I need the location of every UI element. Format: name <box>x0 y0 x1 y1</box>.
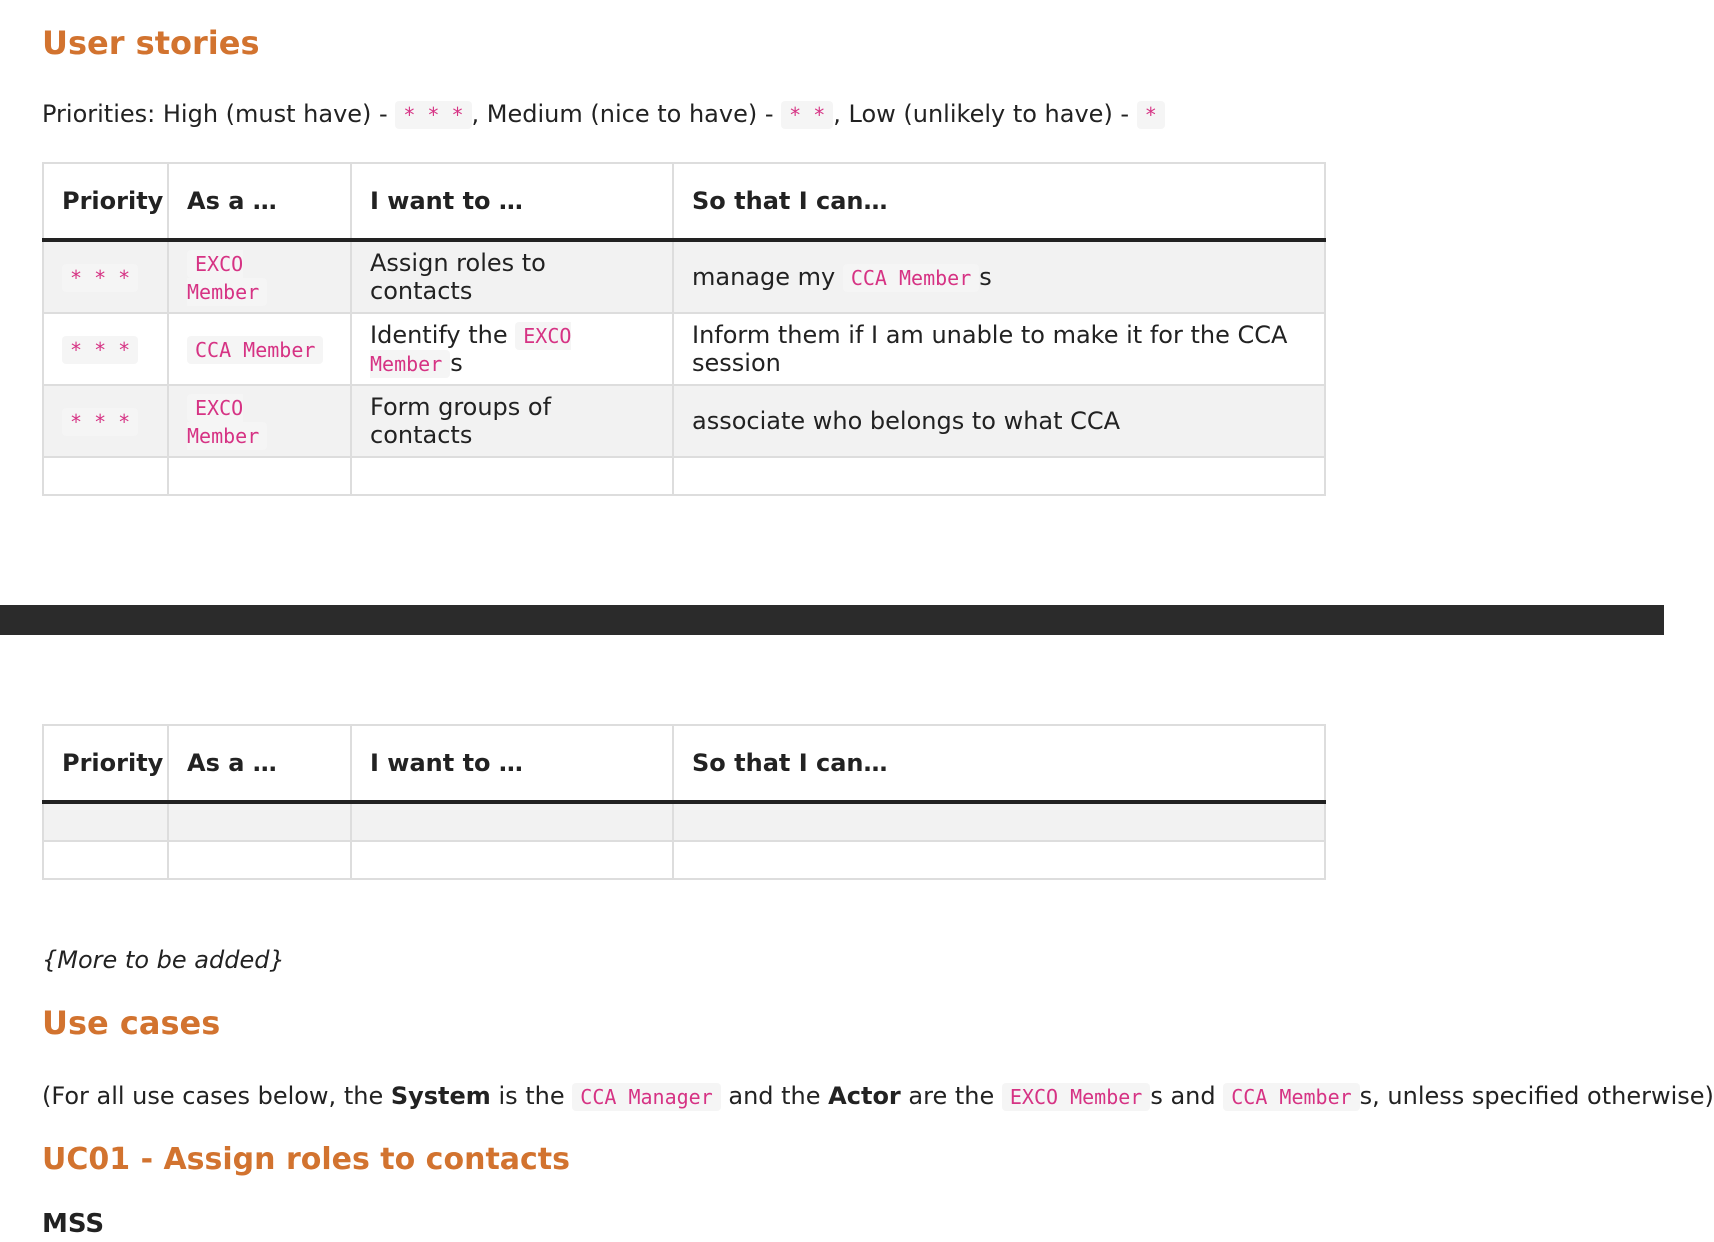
use-cases-heading: Use cases <box>42 1004 221 1042</box>
role-code: CCA Member <box>187 336 323 364</box>
system-code: CCA Manager <box>572 1083 720 1111</box>
as-a-cell <box>168 313 351 385</box>
table-row <box>43 385 1325 457</box>
priority-medium-code: * * <box>781 101 833 129</box>
want-cell: Assign roles to contacts <box>351 240 673 313</box>
table-row <box>43 313 1325 385</box>
header-so-that: So that I can… <box>673 163 1325 240</box>
section-divider <box>0 605 1664 635</box>
table-header-row <box>43 163 1325 240</box>
role-code: CCA Member <box>1223 1083 1359 1111</box>
empty-cell <box>168 457 351 495</box>
want-cell: Form groups of contacts <box>351 385 673 457</box>
so-that-cell <box>673 240 1325 313</box>
intro-system: System <box>390 1082 491 1110</box>
as-a-cell <box>168 240 351 313</box>
as-a-cell <box>168 385 351 457</box>
want-suffix: s <box>450 349 463 377</box>
empty-cell <box>673 802 1325 841</box>
priority-low-code: * <box>1137 101 1165 129</box>
intro-text: s, unless specified otherwise) <box>1359 1082 1714 1110</box>
intro-actor: Actor <box>828 1082 901 1110</box>
so-that-cell: Inform them if I am unable to make it for the CCA session <box>673 313 1325 385</box>
intro-text: is the <box>490 1082 573 1110</box>
priority-code: * * * <box>62 408 138 436</box>
table-header-row <box>43 725 1325 802</box>
empty-cell <box>351 841 673 879</box>
want-prefix: Identify the <box>370 321 516 349</box>
header-i-want-to: I want to … <box>351 725 673 802</box>
priorities-legend <box>42 98 1165 132</box>
empty-cell <box>673 457 1325 495</box>
role-code: EXCO Member <box>187 250 267 306</box>
empty-cell <box>43 841 168 879</box>
role-code: EXCO Member <box>187 394 267 450</box>
empty-cell <box>351 802 673 841</box>
priorities-prefix: Priorities: High (must have) - <box>42 100 396 128</box>
user-stories-table <box>42 162 1326 496</box>
mss-label: MSS <box>42 1209 105 1239</box>
use-cases-intro <box>42 1080 1714 1114</box>
empty-cell <box>168 802 351 841</box>
want-cell <box>351 313 673 385</box>
header-i-want-to: I want to … <box>351 163 673 240</box>
table-row-empty <box>43 457 1325 495</box>
header-priority: Priority <box>43 725 168 802</box>
so-that-prefix: manage my <box>692 263 843 291</box>
priority-cell <box>43 385 168 457</box>
intro-text: (For all use cases below, the <box>42 1082 391 1110</box>
priorities-medium-text: , Medium (nice to have) - <box>471 100 782 128</box>
header-as-a: As a … <box>168 725 351 802</box>
priority-high-code: * * * <box>395 101 471 129</box>
role-code: CCA Member <box>843 264 979 292</box>
table-row-empty <box>43 802 1325 841</box>
more-to-be-added-note: {More to be added} <box>42 946 285 974</box>
uc01-heading: UC01 - Assign roles to contacts <box>42 1142 571 1177</box>
priority-cell <box>43 313 168 385</box>
intro-text: are the <box>900 1082 1002 1110</box>
priority-code: * * * <box>62 336 138 364</box>
role-code: EXCO Member <box>1002 1083 1150 1111</box>
so-that-suffix: s <box>979 263 992 291</box>
priorities-low-text: , Low (unlikely to have) - <box>833 100 1137 128</box>
header-so-that: So that I can… <box>673 725 1325 802</box>
empty-cell <box>673 841 1325 879</box>
intro-text: and the <box>720 1082 829 1110</box>
role-code: EXCO Member <box>370 324 572 376</box>
table-row-empty <box>43 841 1325 879</box>
second-stories-table <box>42 724 1326 880</box>
priority-code: * * * <box>62 264 138 292</box>
empty-cell <box>43 457 168 495</box>
priority-cell <box>43 240 168 313</box>
user-stories-heading: User stories <box>42 24 260 62</box>
empty-cell <box>168 841 351 879</box>
so-that-cell: associate who belongs to what CCA <box>673 385 1325 457</box>
empty-cell <box>351 457 673 495</box>
empty-cell <box>43 802 168 841</box>
header-priority: Priority <box>43 163 168 240</box>
table-row <box>43 240 1325 313</box>
header-as-a: As a … <box>168 163 351 240</box>
intro-text: s and <box>1150 1082 1224 1110</box>
